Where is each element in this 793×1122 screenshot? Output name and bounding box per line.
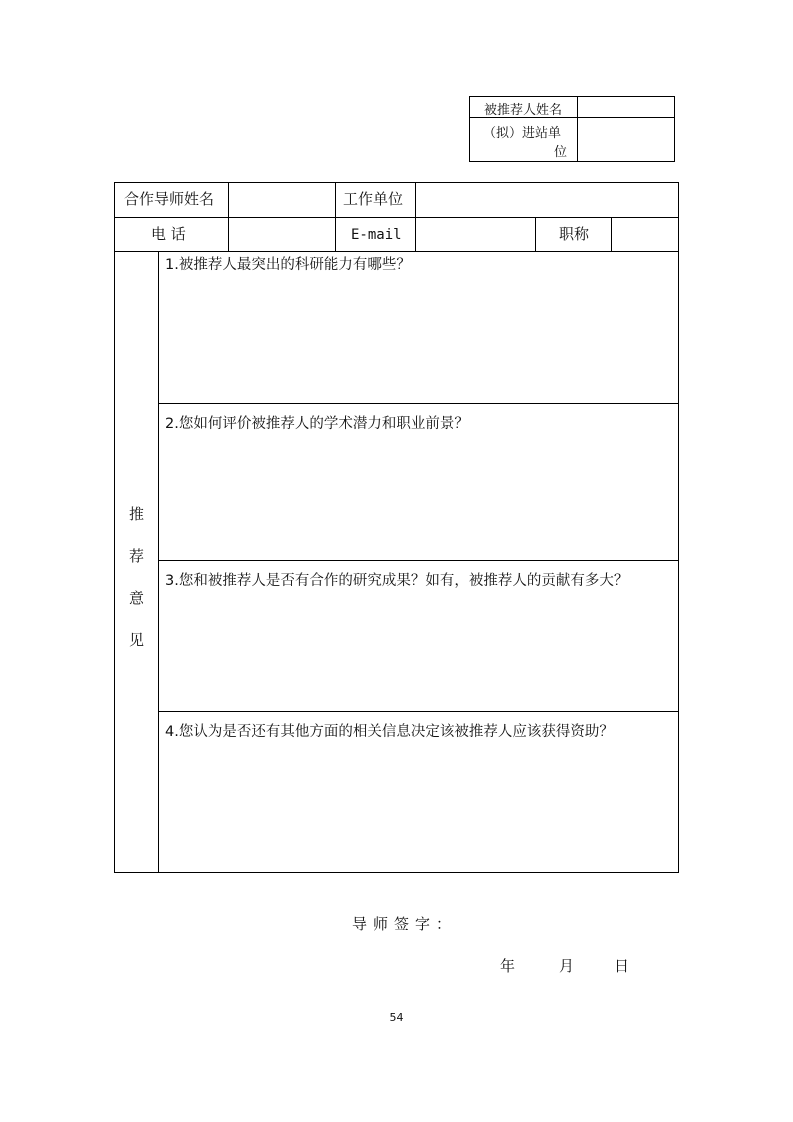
nominee-unit-label-line1: （拟）进站单: [483, 126, 562, 141]
nominee-unit-label-line2: 位: [554, 145, 568, 160]
work-unit-field[interactable]: [416, 184, 678, 216]
opinion-label-char: 荐: [128, 547, 144, 565]
signature-label: 导师签字：: [352, 915, 458, 933]
email-label: E-mail: [351, 227, 402, 243]
opinion-label-char: 推: [128, 505, 144, 523]
question-1: 1.被推荐人最突出的科研能力有哪些？: [165, 257, 411, 273]
row-divider: [115, 251, 678, 252]
col-divider: [535, 217, 536, 251]
recommendation-form-table: [114, 182, 679, 873]
year-label: 年: [500, 957, 516, 975]
question-2: 2.您如何评价被推荐人的学术潜力和职业前景？: [165, 416, 469, 432]
col-divider: [335, 183, 336, 251]
answer-2-area[interactable]: [159, 437, 678, 559]
opinion-label-char: 意: [128, 589, 144, 607]
mentor-name-field[interactable]: [229, 184, 334, 216]
nominee-info-box: [469, 96, 675, 162]
answer-4-area[interactable]: [159, 745, 678, 871]
question-divider: [158, 560, 678, 561]
day-label: 日: [614, 957, 630, 975]
question-divider: [158, 403, 678, 404]
title-field[interactable]: [612, 218, 678, 250]
opinion-label: [115, 493, 158, 661]
answer-1-area[interactable]: [159, 278, 678, 402]
month-label: 月: [559, 957, 575, 975]
question-divider: [158, 711, 678, 712]
opinion-label-char: 见: [128, 631, 144, 649]
phone-label: 电 话: [151, 225, 186, 243]
phone-field[interactable]: [229, 218, 334, 250]
email-field[interactable]: [416, 218, 534, 250]
title-label: 职称: [559, 225, 590, 243]
nominee-name-label: 被推荐人姓名: [484, 103, 563, 118]
question-3: 3.您和被推荐人是否有合作的研究成果？如有，被推荐人的贡献有多大？: [165, 573, 629, 589]
question-4: 4.您认为是否还有其他方面的相关信息决定该被推荐人应该获得资助？: [165, 724, 614, 740]
page-number: 54: [389, 1011, 404, 1024]
work-unit-label: 工作单位: [343, 190, 404, 208]
answer-3-area[interactable]: [159, 594, 678, 710]
signature-field[interactable]: [450, 906, 650, 934]
mentor-name-label: 合作导师姓名: [124, 190, 215, 208]
row-divider: [115, 217, 678, 218]
nominee-box-divider: [577, 97, 578, 161]
